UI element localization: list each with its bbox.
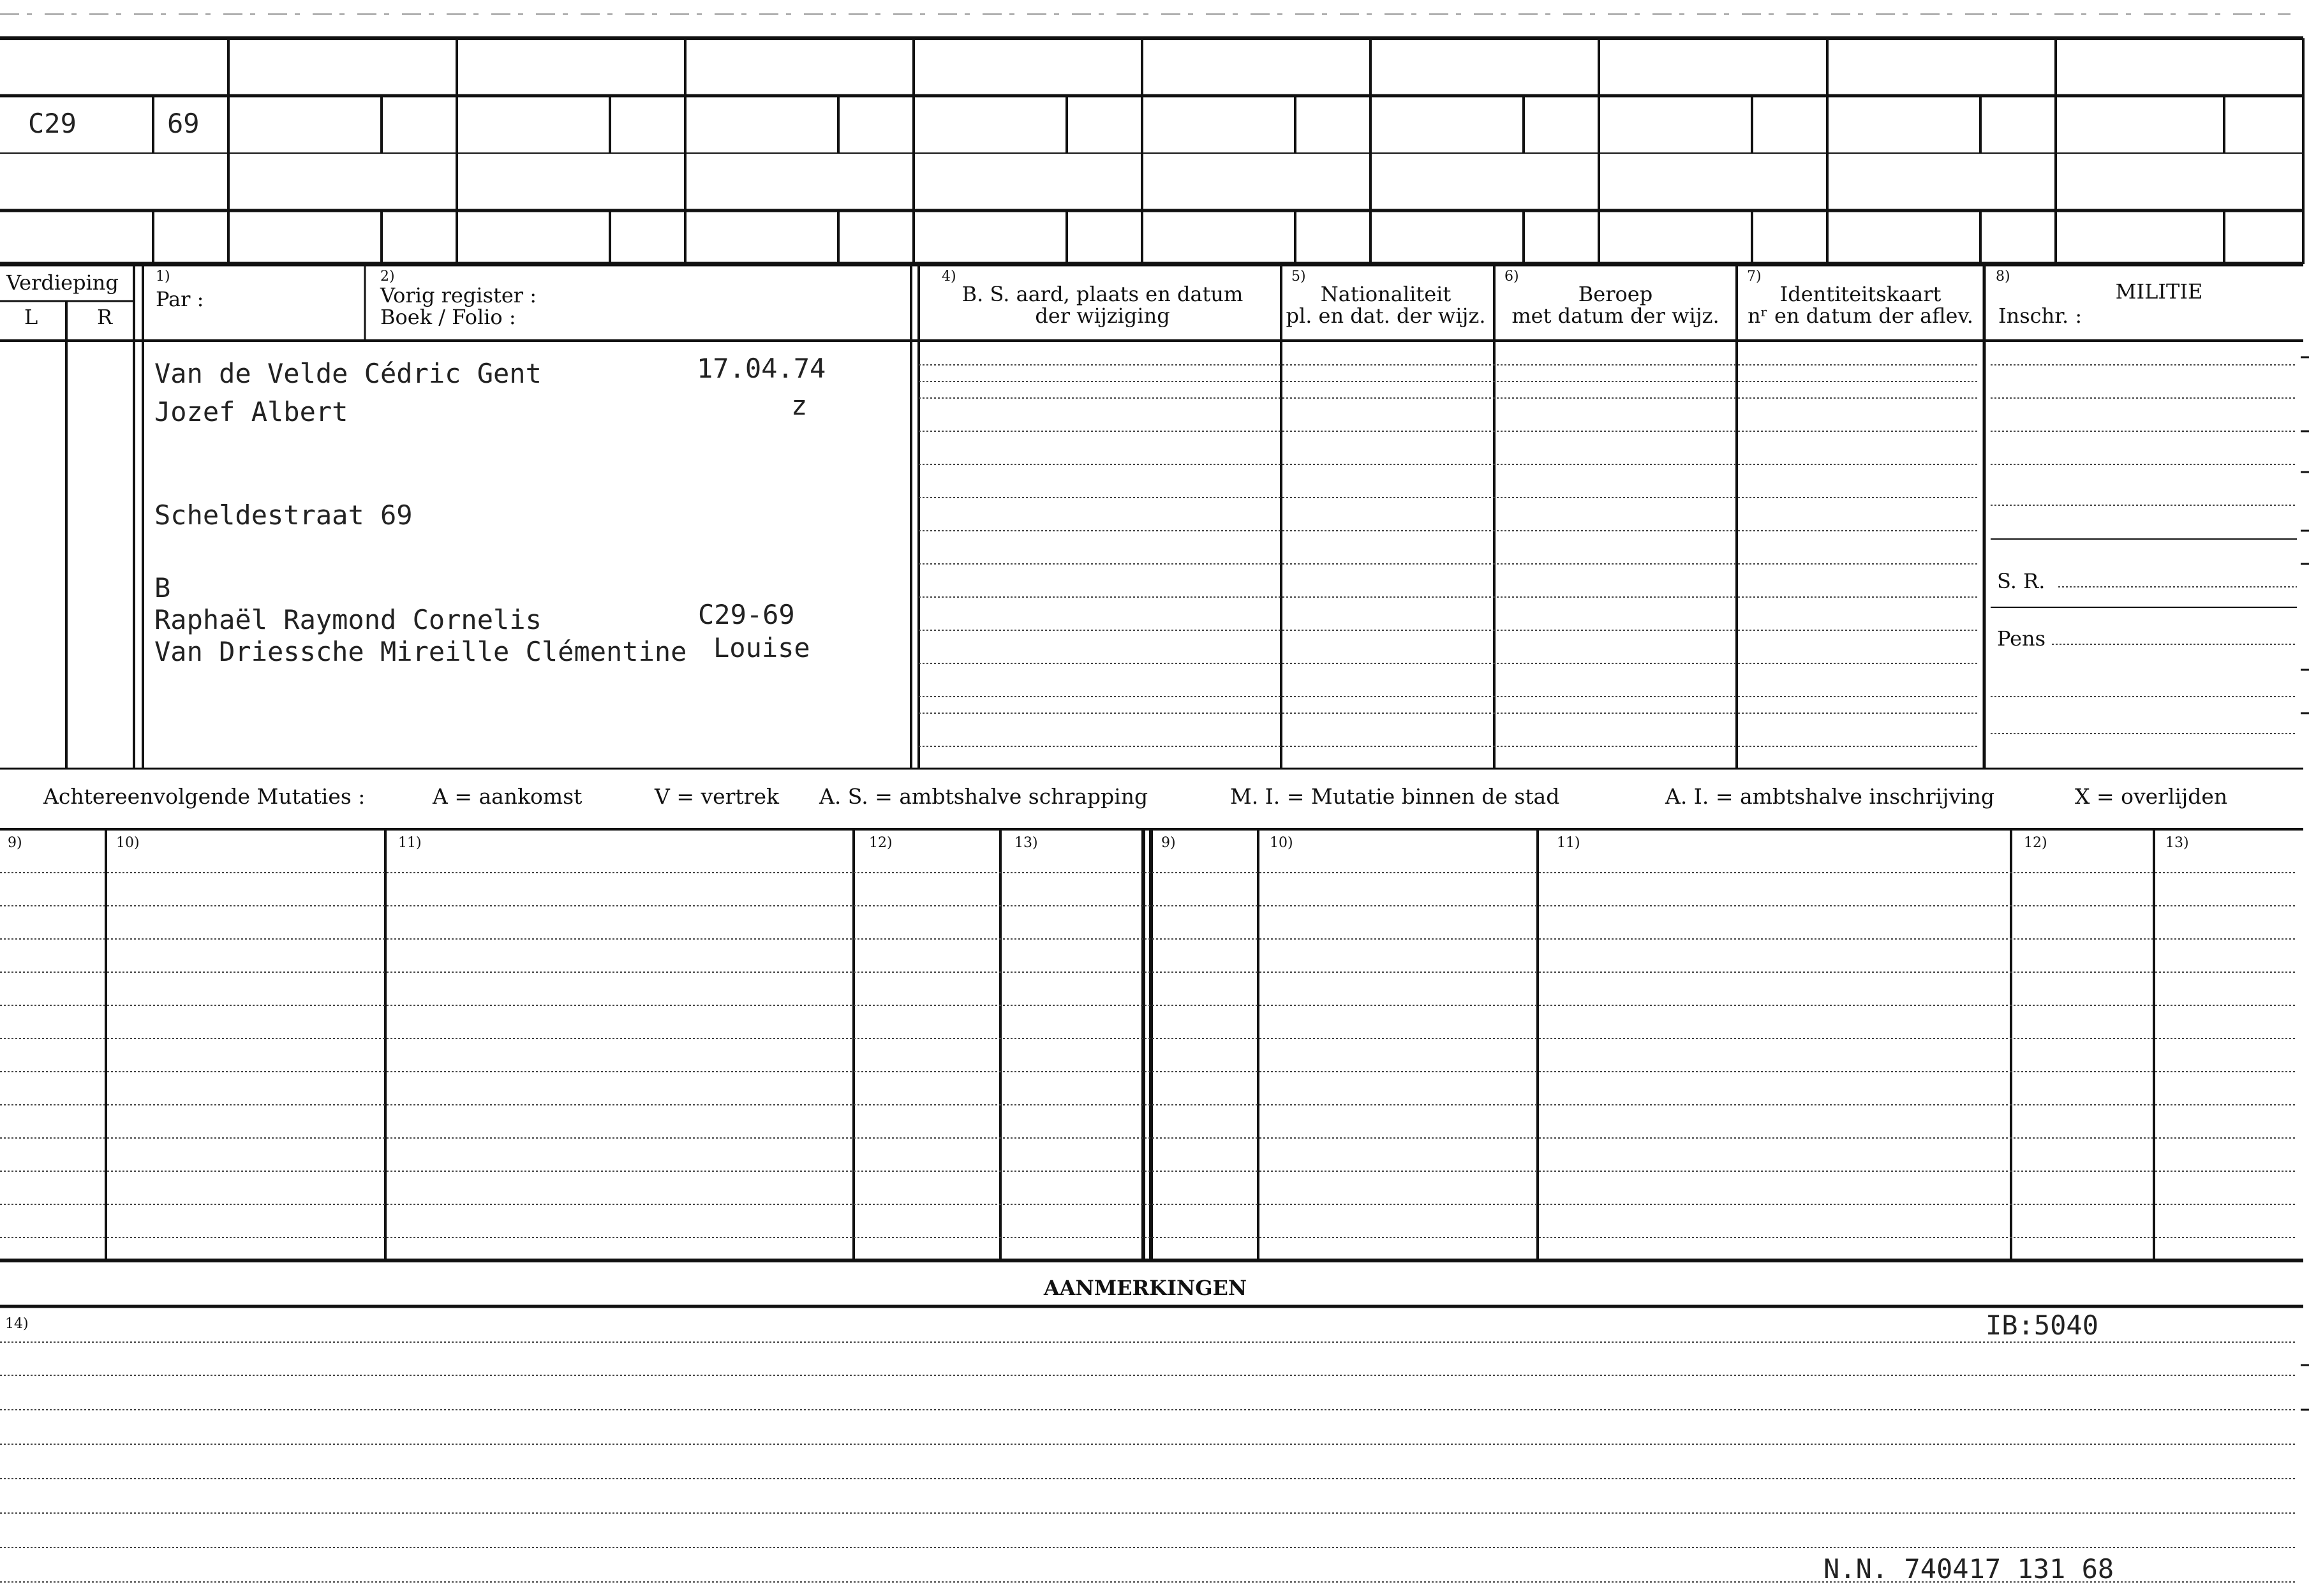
mutation-col-10-left: 10) xyxy=(116,835,140,851)
militie-pens-label: Pens xyxy=(1997,626,2046,651)
mutation-col-11-left: 11) xyxy=(398,835,422,851)
record-name-line: Van de Velde Cédric Gent xyxy=(154,358,542,389)
remarks-section xyxy=(0,1276,2303,1585)
col5-number: 5) xyxy=(1291,269,1306,284)
col6-label-1: Beroep xyxy=(1578,282,1653,306)
col7-label-2: nʳ en datum der aflev. xyxy=(1748,304,1973,328)
record-mother: Van Driessche Mireille Clémentine xyxy=(154,636,687,667)
legend-internal-move: M. I. = Mutatie binnen de stad xyxy=(1230,784,1560,809)
record-marker: B xyxy=(154,572,171,603)
mutation-col-13-left: 13) xyxy=(1014,835,1038,851)
record-body xyxy=(0,353,2303,769)
mutation-col-9-right: 9) xyxy=(1161,835,1176,851)
militie-sr-label: S. R. xyxy=(1997,569,2045,593)
legend-official-registration: A. I. = ambtshalve inschrijving xyxy=(1665,784,1995,809)
col1-label: Par : xyxy=(156,287,204,311)
legend-title: Achtereenvolgende Mutaties : xyxy=(43,784,366,809)
militie-title: MILITIE xyxy=(2115,279,2203,304)
mutation-col-12-left: 12) xyxy=(869,835,893,851)
col7-label-1: Identiteitskaart xyxy=(1779,282,1941,306)
record-address: Scheldestraat 69 xyxy=(154,499,413,531)
col6-number: 6) xyxy=(1504,269,1519,284)
col4-number: 4) xyxy=(942,269,956,284)
remarks-code: IB:5040 xyxy=(1986,1310,2099,1341)
col1-number: 1) xyxy=(156,269,170,284)
legend-arrival: A = aankomst xyxy=(433,784,583,809)
record-given-names: Jozef Albert xyxy=(154,396,348,427)
legend-death: X = overlijden xyxy=(2075,784,2228,809)
floor-right: R xyxy=(97,305,113,329)
col5-label-1: Nationaliteit xyxy=(1320,282,1451,306)
col5-label-2: pl. en dat. der wijz. xyxy=(1286,304,1486,328)
remarks-title: AANMERKINGEN xyxy=(1043,1276,1247,1300)
mutation-dotted-lines xyxy=(0,873,2297,1238)
col4-label-2: der wijziging xyxy=(1035,304,1170,328)
mutation-col-13-right: 13) xyxy=(2165,835,2189,851)
record-mother-name-end: Louise xyxy=(713,632,810,663)
block-code: C29 xyxy=(28,108,77,139)
house-number: 69 xyxy=(167,108,200,139)
mutation-col-10-right: 10) xyxy=(1270,835,1293,851)
remarks-number: 14) xyxy=(5,1316,29,1332)
record-parent-ref: C29-69 xyxy=(698,599,795,630)
col8-number: 8) xyxy=(1996,269,2010,284)
col7-number: 7) xyxy=(1747,269,1762,284)
legend-official-deletion: A. S. = ambtshalve schrapping xyxy=(819,784,1148,809)
body-dotted-lines xyxy=(919,365,2297,746)
col6-label-2: met datum der wijz. xyxy=(1511,304,1719,328)
mutations-table xyxy=(0,829,2303,1260)
legend-departure: V = vertrek xyxy=(655,784,779,809)
col2-label-1: Vorig register : xyxy=(380,283,537,307)
remarks-dotted-lines xyxy=(0,1342,2297,1582)
record-sex-mark: z xyxy=(791,390,808,421)
national-number: N.N. 740417 131 68 xyxy=(1823,1553,2114,1585)
mutation-col-9-left: 9) xyxy=(8,835,22,851)
col2-number: 2) xyxy=(380,269,395,284)
col2-label-2: Boek / Folio : xyxy=(380,305,516,329)
record-father: Raphaël Raymond Cornelis xyxy=(154,604,542,635)
mutation-legend xyxy=(43,784,2227,809)
top-grid xyxy=(0,38,2303,264)
record-birth-date: 17.04.74 xyxy=(697,353,826,384)
floor-left: L xyxy=(24,305,38,329)
mutation-col-12-right: 12) xyxy=(2024,835,2047,851)
floor-header: Verdieping xyxy=(6,270,119,295)
mutation-col-11-right: 11) xyxy=(1557,835,1580,851)
militie-inschr-label: Inschr. : xyxy=(1998,304,2083,328)
col4-label-1: B. S. aard, plaats en datum xyxy=(961,282,1244,306)
edge-tick-marks xyxy=(2301,357,2309,1410)
